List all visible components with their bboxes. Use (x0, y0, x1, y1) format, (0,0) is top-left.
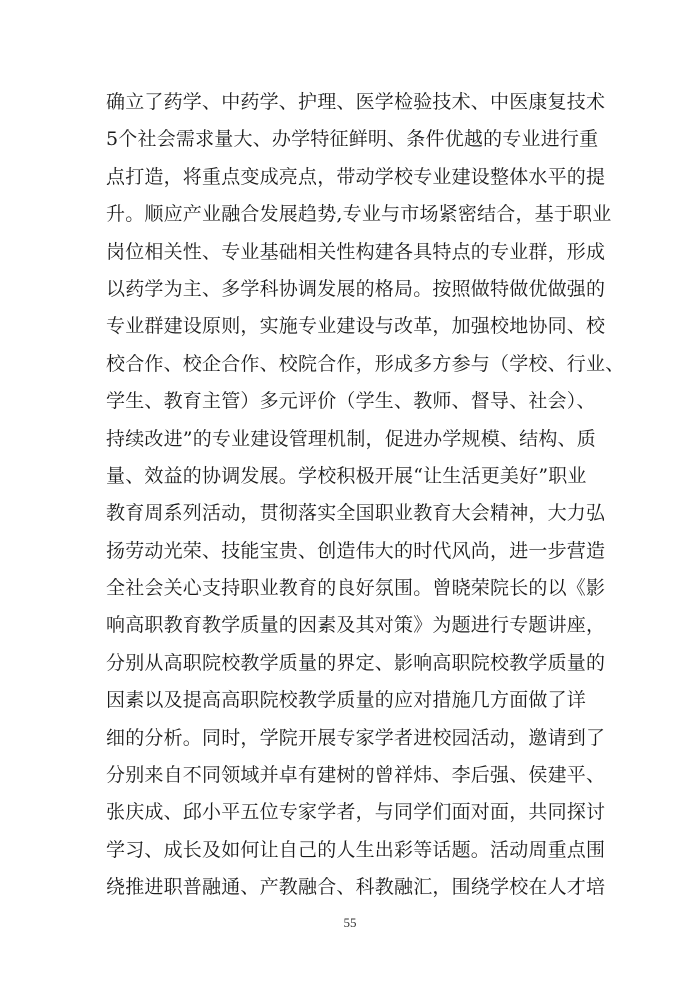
text-line: 全社会关心支持职业教育的良好氛围。曾晓荣院长的以《影 (106, 577, 606, 600)
text-line: 绕推进职普融通、产教融合、科教融汇，围绕学校在人才培 (106, 876, 606, 899)
text-line: 学生、教育主管）多元评价（学生、教师、督导、社会）、 (106, 390, 596, 413)
text-line: 量、效益的协调发展。学校积极开展“让生活更美好”职业 (106, 464, 587, 487)
page-number: 55 (343, 915, 357, 930)
text-line: 岗位相关性、专业基础相关性构建各具特点的专业群，形成 (106, 240, 606, 263)
text-line: 分别从高职院校教学质量的界定、影响高职院校教学质量的 (106, 651, 606, 674)
text-line: 因素以及提高高职院校教学质量的应对措施几方面做了详 (106, 689, 587, 712)
body-paragraph (106, 84, 625, 907)
text-line: 点打造，将重点变成亮点，带动学校专业建设整体水平的提 (106, 165, 606, 188)
text-line: 张庆成、邱小平五位专家学者，与同学们面对面，共同探讨 (106, 801, 606, 824)
text-line: 学习、成长及如何让自己的人生出彩等话题。活动周重点围 (106, 838, 606, 861)
text-line: 5个社会需求量大、办学特征鲜明、条件优越的专业进行重 (106, 128, 599, 151)
text-line: 专业群建设原则，实施专业建设与改革，加强校地协同、校 (106, 315, 606, 338)
text-line: 细的分析。同时，学院开展专家学者进校园活动，邀请到了 (106, 726, 606, 749)
text-line: 响高职教育教学质量的因素及其对策》为题进行专题讲座， (106, 614, 606, 637)
text-line: 教育周系列活动，贯彻落实全国职业教育大会精神，大力弘 (106, 502, 606, 525)
text-line: 确立了药学、中药学、护理、医学检验技术、中医康复技术 (106, 91, 606, 113)
text-line: 扬劳动光荣、技能宝贵、创造伟大的时代风尚，进一步营造 (106, 539, 606, 562)
text-line: 校合作、校企合作、校院合作，形成多方参与（学校、行业、 (106, 352, 625, 375)
text-line: 以药学为主、多学科协调发展的格局。按照做特做优做强的 (106, 277, 606, 300)
text-line: 持续改进”的专业建设管理机制，促进办学规模、结构、质 (106, 427, 596, 450)
text-line: 升。顺应产业融合发展趋势,专业与市场紧密结合，基于职业 (106, 203, 612, 226)
text-line: 分别来自不同领域并卓有建树的曾祥炜、李后强、侯建平、 (106, 764, 606, 787)
